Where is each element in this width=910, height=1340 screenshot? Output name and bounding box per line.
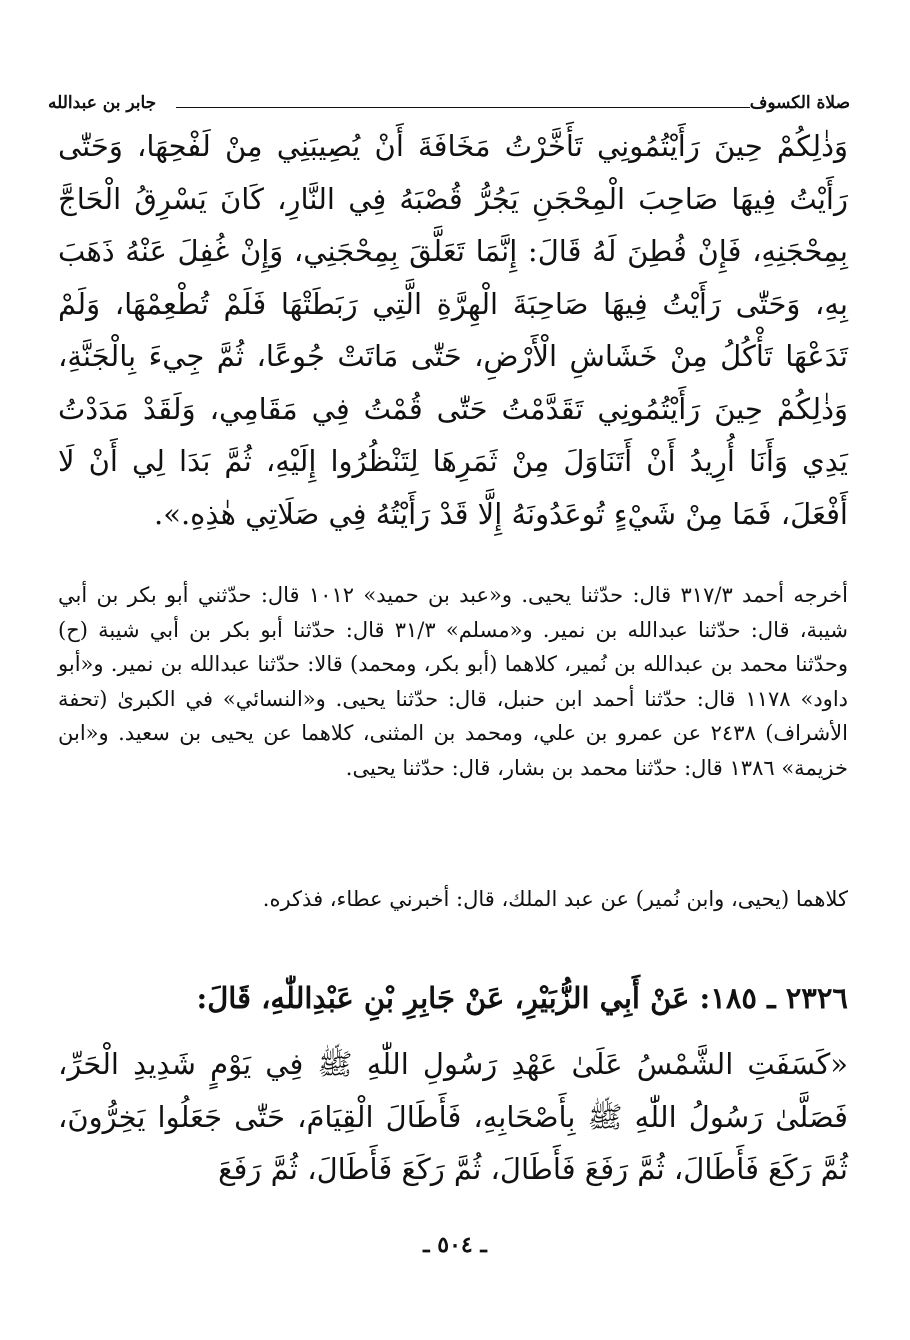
takhrij-footnote: أخرجه أحمد ٣١٧/٣ قال: حدّثنا يحيى. و«عبد بن حميد» ١٠١٢ قال: حدّثني أبو بكر بن أبي شيبة، قال: حدّثنا عبدالله بن نمير. و«مسلم» ٣١/٣ قال: حدّثنا أبو بكر بن أبي شيبة (ح) وحدّثنا محمد بن عبدالله بن نُمير، كلاهما (أبو بكر، ومحمد) قالا: حدّثنا عبدالله بن نمير. و«أبو داود» ١١٧٨ قال: حدّثنا أحمد ابن حنبل، قال: حدّثنا يحيى. و«النسائي» في الكبرىٰ (تحفة الأشراف) ٢٤٣٨ عن عمرو بن علي، ومحمد بن المثنى، كلاهما عن يحيى بن سعيد. و«ابن خزيمة» ١٣٨٦ قال: حدّثنا محمد بن بشار، قال: حدّثنا يحيى. [58, 583, 849, 780]
hadith-heading: ٢٣٢٦ ـ ١٨٥: عَنْ أَبِي الزُّبَيْرِ، عَنْ جَابِرِ بْنِ عَبْدِاللّٰهِ، قَالَ: [196, 981, 848, 1015]
hadith-text-continued: وَذٰلِكُمْ حِينَ رَأَيْتُمُونِي تَأَخَّرْتُ مَخَافَةَ أَنْ يُصِيبَنِي مِنْ لَفْحِهَا، وَحَتّٰى رَأَيْتُ فِيهَا صَاحِبَ الْمِحْجَنِ يَجُرُّ قُصْبَهُ فِي النَّارِ، كَانَ يَسْرِقُ الْحَاجَّ بِمِحْجَنِهِ، فَإِنْ فُطِنَ لَهُ قَالَ: إِنَّمَا تَعَلَّقَ بِمِحْجَنِي، وَإِنْ غُفِلَ عَنْهُ ذَهَبَ بِهِ، وَحَتّٰى رَأَيْتُ فِيهَا صَاحِبَةَ الْهِرَّةِ الَّتِي رَبَطَتْهَا فَلَمْ تُطْعِمْهَا، وَلَمْ تَدَعْهَا تَأْكُلُ مِنْ خَشَاشِ الْأَرْضِ، حَتّٰى مَاتَتْ جُوعًا، ثُمَّ جِيءَ بِالْجَنَّةِ، وَذٰلِكُمْ حِينَ رَأَيْتُمُونِي تَقَدَّمْتُ حَتّٰى قُمْتُ فِي مَقَامِي، وَلَقَدْ مَدَدْتُ يَدِي وَأَنَا أُرِيدُ أَنْ أَتَنَاوَلَ مِنْ ثَمَرِهَا لِتَنْظُرُوا إِلَيْهِ، ثُمَّ بَدَا لِي أَنْ لَا أَفْعَلَ، فَمَا مِنْ شَيْءٍ تُوعَدُونَهُ إِلَّا قَدْ رَأَيْتُهُ فِي صَلَاتِي هٰذِهِ.». [58, 129, 848, 531]
chapter-title: صلاة الكسوف [749, 93, 850, 113]
header-rule [176, 107, 750, 108]
narrator-name: جابر بن عبدالله [48, 93, 157, 113]
page-number: ـ ٥٠٤ ـ [423, 1232, 487, 1258]
hadith-text: «كَسَفَتِ الشَّمْسُ عَلَىٰ عَهْدِ رَسُولِ اللّٰهِ ﷺ فِي يَوْمٍ شَدِيدِ الْحَرِّ، فَصَلَّىٰ رَسُولُ اللّٰهِ ﷺ بِأَصْحَابِهِ، فَأَطَالَ الْقِيَامَ، حَتّٰى جَعَلُوا يَخِرُّونَ، ثُمَّ رَكَعَ فَأَطَالَ، ثُمَّ رَفَعَ فَأَطَالَ، ثُمَّ رَكَعَ فَأَطَالَ، ثُمَّ رَفَعَ [58, 1047, 848, 1186]
running-header [48, 92, 850, 116]
isnad-note: كلاهما (يحيى، وابن نُمير) عن عبد الملك، قال: أخبرني عطاء، فذكره. [262, 887, 848, 911]
